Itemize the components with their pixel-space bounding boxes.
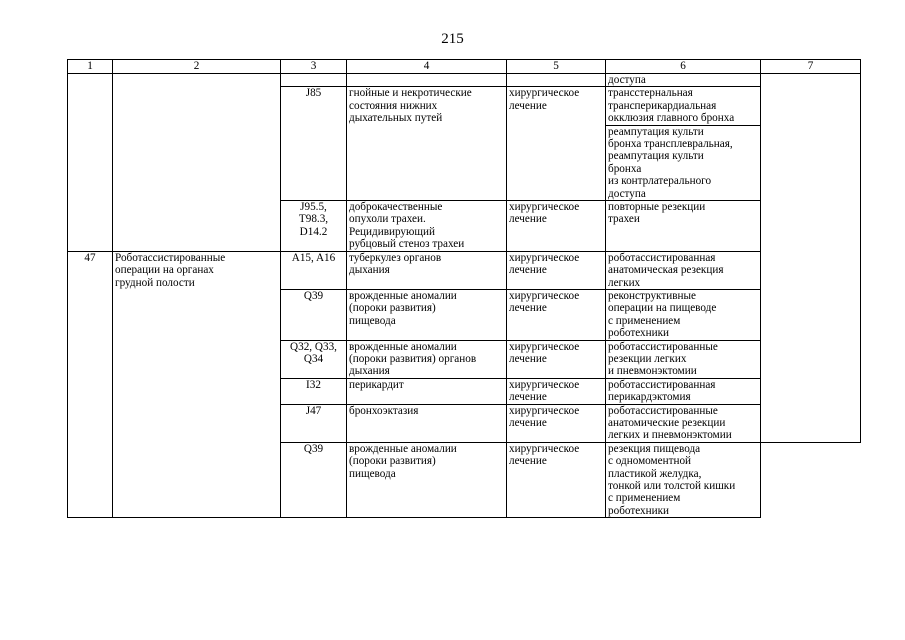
method-cell: роботассистированная перикардэктомия [606,378,761,404]
code-cell: Q32, Q33, Q34 [281,340,347,378]
norm-cell [761,74,861,443]
method-cell: повторные резекции трахеи [606,201,761,252]
column-number: 2 [113,60,281,74]
code-cell: Q39 [281,442,347,517]
table-row [68,251,861,289]
column-number: 1 [68,60,113,74]
condition-cell: врожденные аномалии (пороки развития) пищевода [347,289,507,340]
condition-cell: врожденные аномалии (пороки развития) пищевода [347,442,507,517]
operation-name-cell [113,74,281,252]
method-cell: доступа [606,74,761,87]
code-cell [281,74,347,87]
treatment-cell: хирургическое лечение [507,404,606,442]
treatment-cell: хирургическое лечение [507,378,606,404]
treatment-cell [507,74,606,87]
procedures-table [67,59,861,518]
method-cell: роботассистированная анатомическая резекция легких [606,251,761,289]
column-number: 7 [761,60,861,74]
method-cell: роботассистированные анатомические резекции легких и пневмонэктомии [606,404,761,442]
treatment-cell: хирургическое лечение [507,87,606,201]
table-row [68,74,861,87]
condition-cell: доброкачественные опухоли трахеи. Рецидивирующий рубцовый стеноз трахеи [347,201,507,252]
treatment-cell: хирургическое лечение [507,442,606,517]
condition-cell: гнойные и некротические состояния нижних дыхательных путей [347,87,507,201]
condition-cell [347,74,507,87]
treatment-cell: хирургическое лечение [507,340,606,378]
row-number-cell: 47 [68,251,113,518]
code-cell: J85 [281,87,347,201]
column-number-row [68,60,861,74]
code-cell: Q39 [281,289,347,340]
code-cell: I32 [281,378,347,404]
column-number: 6 [606,60,761,74]
condition-cell: перикардит [347,378,507,404]
column-number: 5 [507,60,606,74]
code-cell: A15, A16 [281,251,347,289]
condition-cell: туберкулез органов дыхания [347,251,507,289]
method-cell: роботассистированные резекции легких и пневмонэктомии [606,340,761,378]
page-number: 215 [441,31,464,47]
method-cell: реконструктивные операции на пищеводе с применением роботехники [606,289,761,340]
condition-cell: врожденные аномалии (пороки развития) органов дыхания [347,340,507,378]
method-cell: реампутация культи бронха трансплевральная, реампутация культи бронха из контрлатерального доступа [606,125,761,200]
column-number: 4 [347,60,507,74]
operation-name-cell: Роботассистированные операции на органах грудной полости [113,251,281,518]
code-cell: J95.5, T98.3, D14.2 [281,201,347,252]
treatment-cell: хирургическое лечение [507,201,606,252]
treatment-cell: хирургическое лечение [507,289,606,340]
code-cell: J47 [281,404,347,442]
row-number-cell [68,74,113,252]
treatment-cell: хирургическое лечение [507,251,606,289]
method-cell: трансстернальная трансперикардиальная окклюзия главного бронха [606,87,761,125]
condition-cell: бронхоэктазия [347,404,507,442]
column-number: 3 [281,60,347,74]
method-cell: резекция пищевода с одномоментной пластикой желудка, тонкой или толстой кишки с применением роботехники [606,442,761,517]
